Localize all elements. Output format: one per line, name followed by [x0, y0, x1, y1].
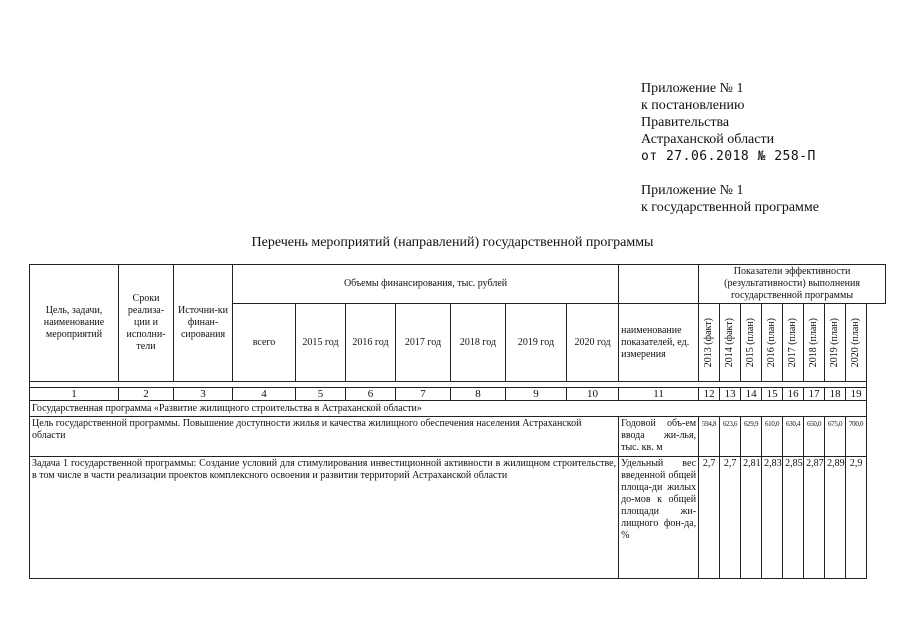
annex-line: к постановлению [641, 98, 745, 113]
task-value: 2,87 [804, 457, 825, 579]
column-number: 6 [346, 388, 396, 401]
header-year: 2020 (план) [850, 317, 862, 368]
task-value: 2,83 [762, 457, 783, 579]
annex-block [641, 80, 819, 216]
column-number: 9 [506, 388, 567, 401]
header-year: 2018 (план) [808, 317, 820, 368]
column-number: 7 [396, 388, 451, 401]
task-value: 2,7 [720, 457, 741, 579]
goal-value: 629,9 [741, 417, 762, 457]
header-indicators: Показатели эффективности (результативности) выполнения государственной программы [699, 265, 886, 304]
header-year: 2017 (план) [787, 317, 799, 368]
task-value: 2,7 [699, 457, 720, 579]
column-numbers-row [30, 388, 886, 401]
goal-row-text: Цель государственной программы. Повышение доступности жилья и качества жилищного обеспечения населения Астраханской области [30, 417, 619, 457]
column-number: 12 [699, 388, 720, 401]
header-2015: 2015 год [296, 304, 346, 382]
column-number: 10 [567, 388, 619, 401]
goal-row-indicator: Годовой объ-ем ввода жи-лья, тыс. кв. м [619, 417, 699, 457]
goal-value: 623,6 [720, 417, 741, 457]
column-number: 14 [741, 388, 762, 401]
header-2019: 2019 год [506, 304, 567, 382]
document-title: Перечень мероприятий (направлений) государственной программы [251, 235, 654, 250]
header-goal: Цель, задачи, наименование мероприятий [30, 265, 119, 382]
column-number: 16 [783, 388, 804, 401]
goal-value: 675,0 [825, 417, 846, 457]
task-value: 2,89 [825, 457, 846, 579]
header-2016: 2016 год [346, 304, 396, 382]
header-year: 2014 (факт) [724, 317, 736, 368]
annex-line: к государственной программе [641, 200, 819, 215]
goal-value: 594,8 [699, 417, 720, 457]
column-number: 13 [720, 388, 741, 401]
column-number: 5 [296, 388, 346, 401]
task-row-indicator: Удельный вес введенной общей площа-ди жилых до-мов к общей площади жи-лищного фон-да, % [619, 457, 699, 579]
header-year: 2015 (план) [745, 317, 757, 368]
column-number: 11 [619, 388, 699, 401]
program-row: Государственная программа «Развитие жилищного строительства в Астраханской области» [30, 401, 867, 417]
header-year: 2019 (план) [829, 317, 841, 368]
column-number: 15 [762, 388, 783, 401]
header-funding: Объемы финансирования, тыс. рублей [233, 265, 619, 304]
header-sources: Источни-ки финан-сирования [174, 265, 233, 382]
column-number: 8 [451, 388, 506, 401]
task-value: 2,85 [783, 457, 804, 579]
goal-value: 630,4 [783, 417, 804, 457]
header-year: 2013 (факт) [703, 317, 715, 368]
header-year: 2016 (план) [766, 317, 778, 368]
task-row-text: Задача 1 государственной программы: Создание условий для стимулирования инвестиционной активности в жилищном строительстве, в том числе в части реализации проектов комплексного освоения и развития территорий Астраханской области [30, 457, 619, 579]
column-number: 4 [233, 388, 296, 401]
annex-line: Правительства [641, 115, 730, 130]
column-number: 1 [30, 388, 119, 401]
header-terms: Сроки реализа-ции и исполни-тели [119, 265, 174, 382]
annex-date-number: от 27.06.2018 № 258-П [641, 149, 816, 164]
header-2017: 2017 год [396, 304, 451, 382]
goal-value: 650,0 [804, 417, 825, 457]
task-value: 2,81 [741, 457, 762, 579]
column-number: 18 [825, 388, 846, 401]
column-number: 2 [119, 388, 174, 401]
header-2020: 2020 год [567, 304, 619, 382]
measures-table [29, 264, 886, 579]
column-number: 19 [846, 388, 867, 401]
annex-line: Приложение № 1 [641, 183, 744, 198]
task-value: 2,9 [846, 457, 867, 579]
annex-line: Приложение № 1 [641, 81, 744, 96]
header-indicator-name: наименование показателей, ед. измерения [619, 304, 699, 382]
column-number: 3 [174, 388, 233, 401]
goal-value: 700,0 [846, 417, 867, 457]
column-number: 17 [804, 388, 825, 401]
annex-line: Астраханской области [641, 132, 775, 147]
goal-value: 610,0 [762, 417, 783, 457]
header-2018: 2018 год [451, 304, 506, 382]
header-total: всего [233, 304, 296, 382]
